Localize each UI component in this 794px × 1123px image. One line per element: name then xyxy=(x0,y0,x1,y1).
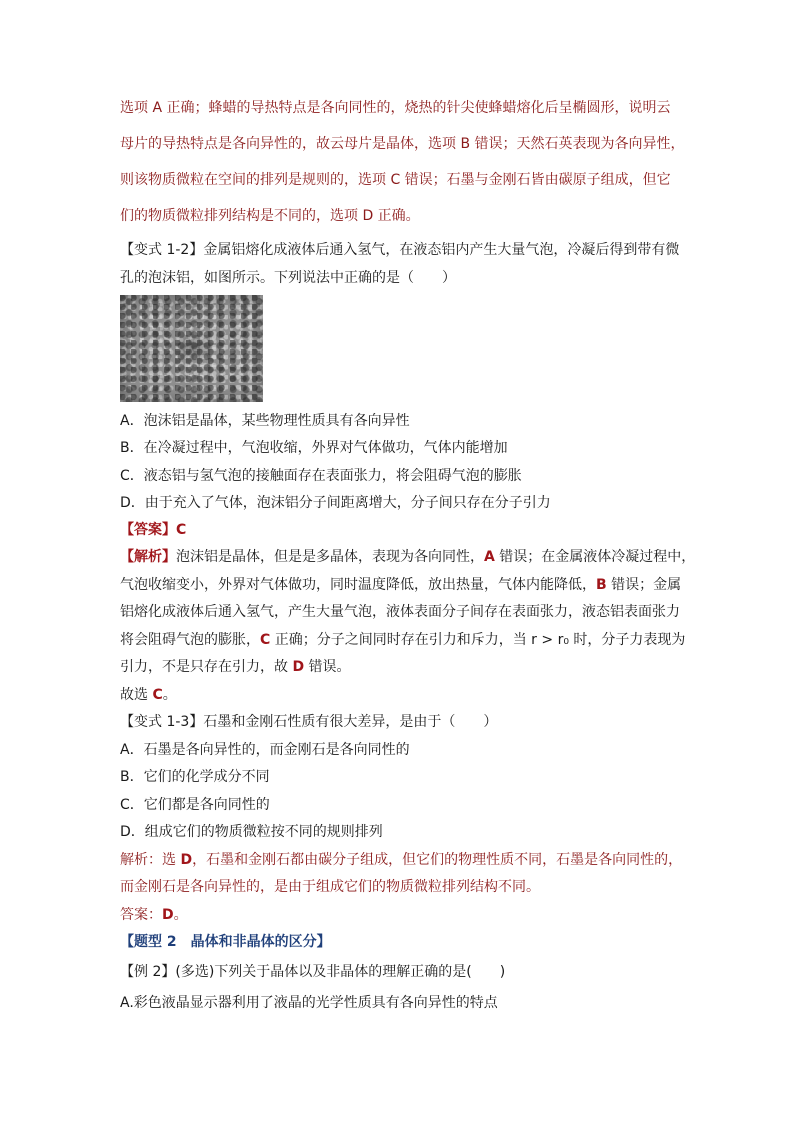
conclusion-text: 故选 xyxy=(120,687,153,703)
question-1-2-option-d: D．由于充入了气体，泡沫铝分子间距离增大，分子间只存在分子引力 xyxy=(120,495,551,511)
question-1-2-stem-line-2: 孔的泡沫铝，如图所示。下列说法中正确的是（ ） xyxy=(120,270,456,286)
question-1-3-label: 【变式 1-3】 xyxy=(120,714,204,730)
answer-value: C xyxy=(176,522,187,538)
question-1-2-analysis-line-5 xyxy=(120,657,351,677)
option-ref: A xyxy=(484,549,495,565)
analysis-text: 气泡收缩变小，外界对气体做功，同时温度降低，放出热量，气体内能降低， xyxy=(120,577,596,593)
option-ref: D xyxy=(180,852,193,868)
analysis-text: 错误。 xyxy=(304,659,351,675)
section-heading: 【题型 2 晶体和非晶体的区分】 xyxy=(120,934,331,950)
question-1-3-option-d: D．组成它们的物质微粒按不同的规则排列 xyxy=(120,824,383,840)
question-1-2-label: 【变式 1-2】 xyxy=(120,242,204,258)
option-ref: D xyxy=(292,659,305,675)
option-ref: C xyxy=(260,632,271,648)
question-1-2-analysis-line-3: 铝熔化成液体后通入氢气，产生大量气泡，液体表面分子间存在表面张力，液态铝表面张力 xyxy=(120,604,680,620)
analysis-text: 将会阻碍气泡的膨胀， xyxy=(120,632,260,648)
answer-suffix: 。 xyxy=(173,907,188,923)
analysis-text: 引力，不是只存在引力，故 xyxy=(120,659,293,675)
analysis-line-4: 们的物质微粒排列结构是不同的，选项 D 正确。 xyxy=(120,208,420,224)
question-1-2-option-c: C．液态铝与氢气泡的接触面存在表面张力，将会阻碍气泡的膨胀 xyxy=(120,468,522,484)
question-1-3-stem xyxy=(120,712,497,732)
analysis-line-3: 则该物质微粒在空间的排列是规则的，选项 C 错误；石墨与金刚石皆由碳原子组成，但它 xyxy=(120,172,671,188)
question-1-2-analysis-line-1 xyxy=(120,547,695,567)
question-1-3-analysis-line-1 xyxy=(120,850,682,870)
answer-label: 答案： xyxy=(120,907,162,923)
question-1-2-stem-line-1 xyxy=(120,240,679,260)
example-2-stem: 【例 2】(多选)下列关于晶体以及非晶体的理解正确的是( ) xyxy=(120,964,506,980)
analysis-text: 错误；在金属液体冷凝过程中， xyxy=(494,549,696,565)
example-2-option-a: A.彩色液晶显示器利用了液晶的光学性质具有各向异性的特点 xyxy=(120,995,498,1011)
question-1-3-analysis-line-2: 而金刚石是各向异性的，是由于组成它们的物质微粒排列结构不同。 xyxy=(120,879,540,895)
analysis-line-2: 母片的导热特点是各向异性的，故云母片是晶体，选项 B 错误；天然石英表现为各向异性， xyxy=(120,136,685,152)
option-ref: B xyxy=(596,577,607,593)
option-ref: C xyxy=(152,687,163,703)
question-1-3-option-a: A．石墨是各向异性的，而金刚石是各向同性的 xyxy=(120,742,410,758)
question-1-2-analysis-line-4 xyxy=(120,630,685,650)
analysis-label: 【解析】 xyxy=(120,549,176,565)
question-1-2-stem: 金属铝熔化成液体后通入氢气，在液态铝内产生大量气泡，冷凝后得到带有微 xyxy=(203,242,680,258)
question-1-3-option-c: C．它们都是各向同性的 xyxy=(120,797,270,813)
question-1-2-option-a: A．泡沫铝是晶体，某些物理性质具有各向异性 xyxy=(120,413,410,429)
question-1-3-stem-text: 石墨和金刚石性质有很大差异，是由于（ ） xyxy=(203,714,498,730)
conclusion-text: 。 xyxy=(162,687,177,703)
analysis-text: 正确；分子之间同时存在引力和斥力，当 r > r₀ 时，分子力表现为 xyxy=(270,632,686,648)
question-1-2-conclusion xyxy=(120,685,177,705)
analysis-text: 错误；金属 xyxy=(606,577,682,593)
question-1-2-analysis-line-2 xyxy=(120,575,681,595)
analysis-text: 解析：选 xyxy=(120,852,181,868)
analysis-line-1: 选项 A 正确；蜂蜡的导热特点是各向同性的，烧热的针尖使蜂蜡熔化后呈椭圆形，说明云 xyxy=(120,100,671,116)
analysis-text: ，石墨和金刚石都由碳分子组成，但它们的物理性质不同，石墨是各向同性的， xyxy=(192,852,683,868)
answer-label: 【答案】 xyxy=(120,522,176,538)
question-1-2-option-b: B．在冷凝过程中，气泡收缩，外界对气体做功，气体内能增加 xyxy=(120,440,508,456)
question-1-3-option-b: B．它们的化学成分不同 xyxy=(120,769,270,785)
analysis-text: 泡沫铝是晶体，但是是多晶体，表现为各向同性， xyxy=(176,549,484,565)
question-1-3-answer xyxy=(120,905,188,925)
answer-value: D xyxy=(162,907,174,923)
question-1-2-answer xyxy=(120,520,186,540)
foam-aluminum-photo xyxy=(120,295,263,402)
